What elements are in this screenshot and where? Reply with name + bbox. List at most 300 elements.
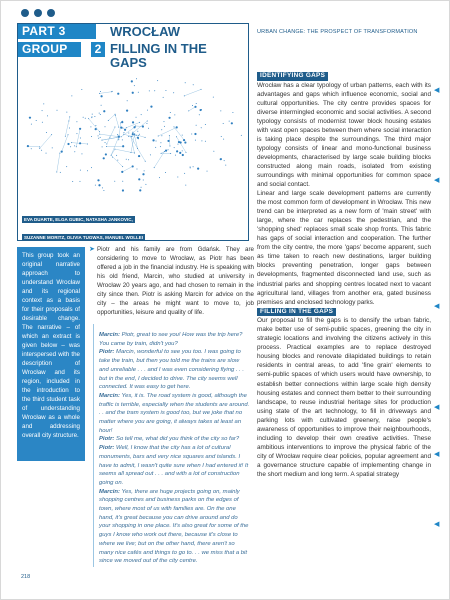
map-node [122, 145, 124, 147]
map-node [108, 120, 109, 121]
map-node [148, 128, 149, 129]
map-node [70, 146, 71, 147]
map-node [111, 155, 112, 156]
map-road [108, 114, 115, 120]
dot-icon [21, 9, 29, 17]
map-node [132, 132, 133, 133]
map-node [139, 189, 141, 191]
map-node [120, 122, 121, 123]
dialogue-text: Marcin, wonderful to see you too. I was going to take the train, but then you told me the trains are slow and unreliable . . . and I was even considering flying . . . but in the end, I decided to drive. The city seems well connected. It was easy to get here. [99, 349, 245, 391]
map-node [147, 121, 148, 122]
speaker-name: Marcin: [99, 392, 120, 399]
map-node [170, 153, 171, 154]
map-node [57, 110, 58, 111]
map-node [46, 153, 47, 154]
map-node [179, 152, 181, 154]
map-road [154, 151, 164, 167]
map-node [168, 149, 169, 150]
dialogue-line [99, 488, 250, 566]
map-node [132, 92, 134, 94]
map-node [114, 126, 115, 127]
map-node [155, 147, 156, 148]
map-node [196, 125, 197, 126]
author-line: EVA DUARTE, ELGA GUBIC, NATASHA JANKOVIC, [24, 217, 133, 222]
map-node [167, 140, 169, 142]
map-node [191, 134, 192, 135]
map-node [99, 93, 100, 94]
map-node [176, 126, 178, 128]
map-node [76, 146, 77, 147]
map-node [205, 141, 206, 142]
map-node [124, 129, 126, 131]
map-node [106, 146, 107, 147]
map-node [195, 140, 196, 141]
map-node [194, 133, 196, 135]
map-node [135, 125, 136, 126]
map-road [89, 119, 100, 132]
map-node [174, 114, 175, 115]
map-node [31, 148, 32, 149]
map-road [158, 127, 176, 136]
map-node [190, 167, 191, 168]
map-node [149, 90, 150, 91]
map-node [68, 134, 69, 135]
map-node [67, 143, 69, 145]
map-road [122, 166, 132, 171]
map-node [39, 146, 40, 147]
map-node [139, 134, 140, 135]
map-node [223, 139, 224, 140]
map-node [134, 153, 135, 154]
map-road [131, 134, 135, 153]
dialogue-text: So tell me, what did you think of the city so far? [116, 436, 240, 443]
map-node [137, 148, 138, 149]
map-node [79, 142, 81, 144]
map-node [134, 133, 135, 134]
map-node [71, 95, 72, 96]
map-node [72, 181, 73, 182]
map-node [51, 134, 52, 135]
map-node [131, 80, 133, 82]
map-node [103, 110, 105, 112]
map-node [163, 97, 164, 98]
map-node [102, 146, 103, 147]
body-paragraph: Wrocław has a clear typology of urban patterns, each with its advantages and gaps which influence economic, social and cultural opportunities. The city centre provides spaces for diverse intermingled economic and social activities. A second typology consists of modernist tower block housing estates with vast open spaces between them where social interaction is taking place despite the surroundings. The third major typology consists of linear and mono-functional business developments, characterised by large scale building blocks constructed along main roads, isolated from existing surroundings with minimal opportunities for common space and social contact. [257, 81, 431, 189]
map-node [192, 105, 193, 106]
dot-icon [47, 9, 55, 17]
map-node [117, 160, 118, 161]
map-node [47, 115, 48, 116]
map-node [68, 121, 69, 122]
map-node [29, 117, 31, 119]
map-node [133, 126, 135, 128]
map-node [158, 136, 159, 137]
map-node [91, 167, 92, 168]
map-node [130, 152, 131, 153]
map-node [66, 112, 67, 113]
map-node [193, 166, 194, 167]
map-node [145, 137, 146, 138]
map-node [182, 135, 183, 136]
map-node [101, 105, 102, 106]
map-node [99, 134, 100, 135]
map-node [52, 147, 53, 148]
sidebar-summary: This group took an original narrative approach to understand Wrocław and its regional context as a basis for their proposals of desirable change. The narrative – of which an extract is given below – was interspersed with the description of Wrocław and its region, included in the introduction to the third student task of understanding Wrocław as a whole and addressing overall city structure. [17, 247, 85, 461]
dialogue-block [99, 331, 250, 566]
map-node [161, 153, 162, 154]
map-node [61, 151, 63, 153]
map-node [194, 106, 196, 108]
map-node [97, 179, 99, 181]
map-node [105, 153, 107, 155]
map-node [131, 136, 132, 137]
map-node [213, 97, 214, 98]
map-node [101, 140, 102, 141]
dot-icon [34, 9, 42, 17]
map-road [189, 107, 196, 111]
map-node [199, 114, 200, 115]
author-list [22, 208, 246, 241]
group-number: 2 [91, 42, 105, 57]
map-node [132, 133, 133, 134]
map-node [142, 173, 144, 175]
map-node [88, 118, 89, 119]
dialogue-text: Piotr, great to see you! How was the trip here? You came by train, didn't you? [99, 332, 243, 347]
map-node [117, 93, 119, 95]
map-node [98, 184, 100, 186]
map-node [109, 137, 110, 138]
map-node [201, 140, 202, 141]
map-node [150, 154, 151, 155]
map-node [122, 189, 124, 191]
map-node [147, 110, 148, 111]
map-node [205, 124, 206, 125]
margin-marker-icon: ◀ [434, 87, 440, 94]
author-line: SUZANNE MORITZ, OLIVIA TUGWAS, MANUEL WOLLEI [24, 235, 143, 240]
speaker-name: Marcin: [99, 332, 120, 338]
map-node [201, 109, 202, 110]
map-node [159, 177, 160, 178]
map-node [80, 170, 81, 171]
intro-paragraph: Piotr and his family are from Gdańsk. They are considering to move to Wrocław, as Piotr has been offered a job in the financial industry. He is speaking with his old friend, Marcin, who studied at university in Wrocław 20 years ago, and had chosen to remain in the city since then. Piotr is asking Marcin for advice on the city – the areas he might want to move to, job opportunities, leisure and quality of life. [97, 246, 254, 316]
map-node [71, 142, 72, 143]
map-node [154, 167, 155, 168]
dialogue-rule [93, 324, 94, 567]
map-node [100, 137, 101, 138]
map-node [116, 155, 117, 156]
map-node [114, 149, 115, 150]
map-node [79, 181, 80, 182]
map-node [100, 95, 102, 97]
section-heading: IDENTIFYING GAPS [257, 72, 328, 81]
margin-marker-icon: ◀ [434, 521, 440, 528]
map-road [135, 126, 142, 127]
running-head: URBAN CHANGE: THE PROSPECT OF TRANSFORMATION [257, 29, 418, 35]
map-node [98, 135, 99, 136]
map-node [132, 121, 134, 123]
map-road [111, 149, 115, 155]
map-node [183, 139, 185, 141]
map-node [114, 181, 115, 182]
map-node [119, 136, 120, 137]
map-node [42, 110, 43, 111]
map-node [137, 137, 139, 139]
map-node [111, 91, 112, 92]
map-node [144, 170, 145, 171]
map-node [145, 184, 146, 185]
group-label: GROUP [18, 42, 81, 57]
map-node [165, 172, 166, 173]
map-node [83, 117, 84, 118]
map-node [69, 116, 70, 117]
map-road [115, 114, 119, 127]
map-node [154, 90, 155, 91]
margin-marker-icon: ◀ [434, 451, 440, 458]
map-node [141, 114, 142, 115]
decorative-dots [21, 9, 55, 17]
map-node [177, 144, 178, 145]
map-node [74, 145, 75, 146]
dialogue-line [99, 444, 250, 488]
map-node [100, 114, 101, 115]
map-node [128, 136, 129, 137]
map-node [59, 153, 60, 154]
map-node [74, 151, 75, 152]
map-node [92, 114, 93, 115]
map-node [185, 185, 186, 186]
dialogue-line [99, 348, 250, 392]
map-node [220, 110, 221, 111]
map-node [185, 82, 186, 83]
map-node [94, 116, 95, 117]
map-node [223, 123, 224, 124]
section-heading: FILLING IN THE GAPS [257, 308, 336, 317]
map-node [120, 127, 122, 129]
map-node [98, 138, 99, 139]
map-node [176, 150, 178, 152]
map-node [138, 178, 140, 180]
map-node [112, 157, 113, 158]
speaker-name: Piotr: [99, 349, 115, 356]
map-node [126, 127, 127, 128]
map-node [139, 122, 140, 123]
map-node [169, 135, 170, 136]
map-node [56, 171, 57, 172]
margin-marker-icon: ◀ [434, 177, 440, 184]
map-road [62, 135, 68, 152]
map-node [136, 78, 137, 79]
map-node [136, 135, 137, 136]
map-road [174, 127, 184, 140]
city-network-map [22, 72, 246, 200]
map-road [102, 137, 120, 140]
map-road [99, 92, 111, 94]
map-node [87, 170, 88, 171]
map-node [115, 114, 116, 115]
map-node [178, 141, 180, 143]
map-road [40, 135, 52, 149]
map-node [173, 92, 174, 93]
map-node [161, 135, 162, 136]
map-road [131, 137, 134, 153]
map-node [121, 171, 123, 173]
city-title: WROCŁAW [110, 24, 181, 39]
map-node [146, 123, 147, 124]
map-node [39, 148, 40, 149]
map-node [225, 165, 226, 166]
map-node [85, 118, 86, 119]
map-node [184, 141, 186, 143]
map-road [57, 153, 60, 172]
speaker-name: Piotr: [99, 436, 115, 443]
map-road [111, 137, 119, 156]
map-node [141, 187, 142, 188]
part-label: PART 3 [18, 24, 96, 39]
speaker-name: Marcin: [99, 488, 120, 495]
map-node [95, 125, 96, 126]
map-road [134, 134, 137, 148]
map-node [128, 132, 129, 133]
map-node [201, 127, 202, 128]
dialogue-line [99, 331, 250, 348]
map-node [185, 152, 186, 153]
map-node [122, 139, 123, 140]
map-node [232, 112, 233, 113]
map-node [126, 110, 128, 112]
map-road [138, 149, 146, 162]
map-node [118, 127, 119, 128]
map-node [132, 165, 134, 167]
map-node [121, 136, 122, 137]
map-node [136, 117, 137, 118]
map-node [118, 139, 119, 140]
map-node [150, 105, 152, 107]
map-node [170, 112, 171, 113]
map-road [184, 89, 201, 95]
speaker-name: Piotr: [99, 445, 115, 452]
map-node [221, 136, 222, 137]
chapter-title: FILLING IN THE GAPS [110, 41, 207, 70]
map-node [224, 160, 225, 161]
map-node [164, 151, 165, 152]
map-node [41, 150, 42, 151]
map-node [197, 168, 199, 170]
margin-marker-icon: ◀ [434, 303, 440, 310]
map-node [168, 117, 170, 119]
map-road [28, 146, 40, 147]
map-node [123, 132, 124, 133]
map-node [177, 177, 178, 178]
map-node [207, 171, 208, 172]
map-node [122, 181, 123, 182]
map-node [76, 121, 77, 122]
map-node [154, 140, 155, 141]
map-node [79, 128, 81, 130]
map-node [184, 95, 185, 96]
map-node [99, 131, 100, 132]
map-node [122, 121, 123, 122]
dialogue-line [99, 435, 250, 444]
map-node [27, 145, 29, 147]
map-node [100, 91, 101, 92]
map-node [231, 122, 233, 124]
map-node [190, 166, 191, 167]
map-node [157, 80, 158, 81]
map-node [164, 126, 165, 127]
map-node [123, 134, 124, 135]
map-node [165, 90, 166, 91]
map-node [143, 180, 144, 181]
map-node [182, 150, 183, 151]
map-node [142, 125, 144, 127]
map-node [138, 135, 139, 136]
map-node [131, 136, 132, 137]
map-node [182, 154, 184, 156]
dialogue-text: Yes, it is. The road system is good, although the traffic is terrible, especially when the students are around. . . and the tram system is good too, but we joke that no matter where you are going, it always takes at least an hour! [99, 392, 250, 434]
map-node [165, 150, 167, 152]
map-node [123, 128, 124, 129]
map-node [173, 126, 174, 127]
map-node [103, 157, 105, 159]
map-node [42, 122, 43, 123]
map-node [36, 120, 37, 121]
map-node [163, 121, 164, 122]
map-node [176, 136, 177, 137]
map-node [87, 144, 88, 145]
map-node [134, 85, 135, 86]
map-road [65, 117, 69, 136]
map-node [126, 159, 127, 160]
map-node [241, 135, 242, 136]
body-paragraph: Linear and large scale development patterns are currently the most common form of development in Wrocław. This new trend can be interpreted as a new form of 'main street' with large, where the car replaces the pedestrian, and the 'shopping shed' replaces small scale shop fronts. This fabric has gaps of social interaction and cooperation. The further from the city centre, the more 'gaps' become apparent, such as time taken to reach new destinations, larger building blocks preventing penetration, longer gaps between developments, fragmented disconnected land use, such as industrial parks and shopping centres located next to vacant agricultural land, villages from another era, gated business premises and enclosed technology parks. [257, 190, 431, 306]
map-node [175, 155, 176, 156]
chapter-header-box [17, 23, 249, 241]
map-node [105, 126, 106, 127]
margin-marker-icon: ◀ [434, 404, 440, 411]
body-paragraph: Our proposal to fill the gaps is to densify the urban fabric, make better use of semi-public spaces, greening the city in strategic locations and involving the citizens actively in this process. Practical examples are to replace destroyed housing blocks and renovate dilapidated buildings to retain residents in central areas, to add 'fine grain' elements to semi-public spaces of which users would have ownership, to establish better connections within large scale high density housing estates and connect them better to their surrounding landscape, to reuse industrial heritage sites for production using state of the art technology, to fill in driveways and parking lots with cultivated greenery, raise people's awareness of opportunities to improve their neighbourhoods, including to develop their own creative activities. These ambitious interventions to improve the physical fabric of the city of Wrocław require clear policies, popular agreement and a governance structure capable of implementing change in the short medium and long term. A spatial strategy [257, 317, 431, 478]
map-node [145, 161, 146, 162]
intro-column [97, 245, 254, 317]
map-node [103, 190, 104, 191]
map-node [229, 121, 230, 122]
map-node [196, 103, 197, 104]
map-node [102, 187, 103, 188]
map-node [221, 158, 222, 159]
map-node [201, 89, 202, 90]
map-node [91, 136, 92, 137]
map-node [128, 159, 129, 160]
main-text-column [257, 71, 431, 479]
map-node [66, 166, 67, 167]
map-road [100, 134, 119, 136]
dialogue-line [99, 392, 250, 436]
map-node [169, 146, 170, 147]
map-node [31, 124, 32, 125]
page-number: 218 [21, 574, 31, 580]
map-node [69, 127, 70, 128]
map-node [81, 153, 82, 154]
map-node [160, 142, 161, 143]
map-node [76, 133, 77, 134]
map-node [99, 113, 100, 114]
map-node [127, 100, 128, 101]
map-node [138, 155, 140, 157]
arrow-icon: ➤ [89, 246, 95, 253]
map-node [137, 131, 138, 132]
map-node [213, 151, 214, 152]
map-node [161, 129, 162, 130]
map-node [160, 146, 161, 147]
